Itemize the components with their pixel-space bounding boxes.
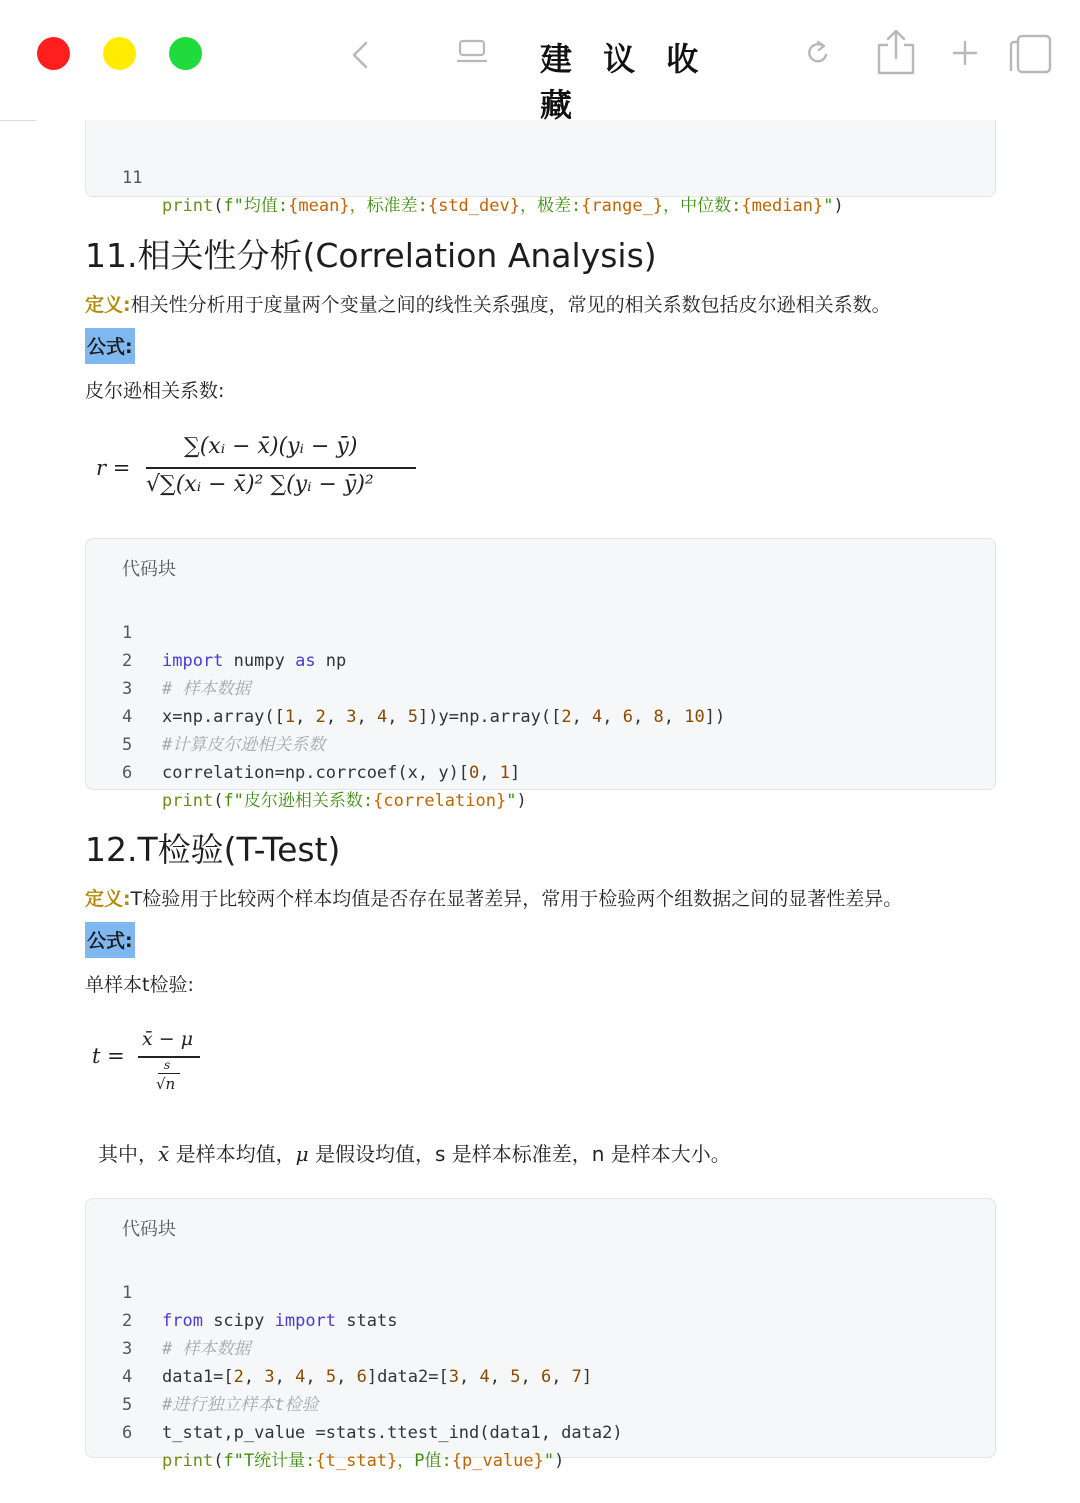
code-text: data1=[2, 3, 4, 5, 6]data2=[3, 4, 5, 6, 7]	[162, 1367, 593, 1387]
line-number: 1	[122, 1283, 133, 1303]
line-number: 5	[122, 735, 133, 755]
code-text: import numpy as np	[162, 651, 347, 671]
code-line	[86, 136, 991, 216]
line-number: 4	[122, 707, 133, 727]
page-title: 建 议 收 藏	[540, 40, 709, 124]
code-block-caption: 代码块	[122, 1219, 176, 1240]
fraction-bar	[146, 467, 416, 469]
reader-view-icon[interactable]	[456, 38, 488, 68]
formula-denominator: √∑(xᵢ − x̄)² ∑(yᵢ − ȳ)²	[146, 472, 374, 497]
line-number: 6	[122, 763, 133, 783]
definition-paragraph	[85, 290, 891, 317]
code-comment: # 样本数据	[162, 679, 251, 699]
formula-intro: 单样本t检验:	[85, 974, 194, 996]
code-comment: #进行独立样本t检验	[162, 1395, 319, 1415]
code-block-t-test	[85, 1198, 996, 1471]
tabs-overview-icon[interactable]	[1006, 28, 1056, 78]
formula-numerator: ∑(xᵢ − x̄)(yᵢ − ȳ)	[184, 434, 358, 459]
code-text: print(f"T统计量:{t_stat}，P值:{p_value}")	[162, 1451, 565, 1471]
line-number: 6	[122, 1423, 133, 1443]
line-number: 5	[122, 1395, 133, 1415]
definition-text: T检验用于比较两个样本均值是否存在显著差异，常用于检验两个组数据之间的显著性差异。	[130, 888, 903, 910]
line-number: 2	[122, 1311, 133, 1331]
code-text: x=np.array([1, 2, 3, 4, 5])y=np.array([2, 4, 6, 8, 10])	[162, 707, 726, 727]
line-number: 3	[122, 1339, 133, 1359]
line-number: 11	[122, 168, 143, 188]
line-number: 2	[122, 651, 133, 671]
formula-intro: 皮尔逊相关系数:	[85, 380, 225, 402]
code-comment: # 样本数据	[162, 1339, 251, 1359]
code-text: print(f"皮尔逊相关系数:{correlation}")	[162, 791, 527, 811]
code-text: correlation=np.corrcoef(x, y)[0, 1]	[162, 763, 521, 783]
definition-label: 定义:	[85, 294, 131, 316]
formula-den-top: s	[164, 1058, 171, 1072]
reload-icon[interactable]	[804, 38, 832, 68]
new-tab-plus-icon[interactable]	[952, 40, 978, 66]
formula-lhs: t =	[92, 1044, 125, 1068]
definition-paragraph	[85, 884, 902, 911]
formula-label: 公式:	[85, 922, 135, 958]
definition-label: 定义:	[85, 888, 131, 910]
share-icon[interactable]	[871, 28, 921, 78]
code-line	[86, 591, 991, 671]
fraction-bar-small	[158, 1073, 180, 1074]
code-text: from scipy import stats	[162, 1311, 398, 1331]
minimize-window-button[interactable]	[103, 37, 136, 70]
formula-numerator: x̄ − μ	[142, 1028, 194, 1050]
section-heading-correlation: 11.相关性分析(Correlation Analysis)	[85, 236, 657, 275]
maximize-window-button[interactable]	[169, 37, 202, 70]
code-block-correlation	[85, 538, 996, 811]
code-comment: #计算皮尔逊相关系数	[162, 735, 326, 755]
toolbar	[0, 0, 1080, 124]
close-window-button[interactable]	[37, 37, 70, 70]
formula-explanation: 其中，x̄ 是样本均值，μ 是假设均值，s 是样本标准差，n 是样本大小。	[98, 1142, 731, 1166]
line-number: 4	[122, 1367, 133, 1387]
article-content[interactable]	[0, 120, 1080, 1471]
pearson-formula	[96, 432, 426, 512]
code-text: t_stat,p_value =stats.ttest_ind(data1, data2)	[162, 1423, 623, 1443]
formula-lhs: r =	[96, 456, 131, 480]
section-heading-t-test: 12.T检验(T-Test)	[85, 830, 341, 869]
line-number: 3	[122, 679, 133, 699]
formula-label: 公式:	[85, 328, 135, 364]
t-test-formula	[92, 1026, 212, 1106]
code-line	[86, 1251, 991, 1331]
line-number: 1	[122, 623, 133, 643]
back-chevron-icon[interactable]	[348, 40, 372, 70]
formula-den-bottom: √n	[156, 1075, 176, 1093]
definition-text: 相关性分析用于度量两个变量之间的线性关系强度，常见的相关系数包括皮尔逊相关系数。	[130, 294, 891, 316]
code-text: print(f"均值:{mean}，标准差:{std_dev}，极差:{range_}，中位数:{median}")	[162, 196, 844, 216]
code-block-caption: 代码块	[122, 559, 176, 580]
